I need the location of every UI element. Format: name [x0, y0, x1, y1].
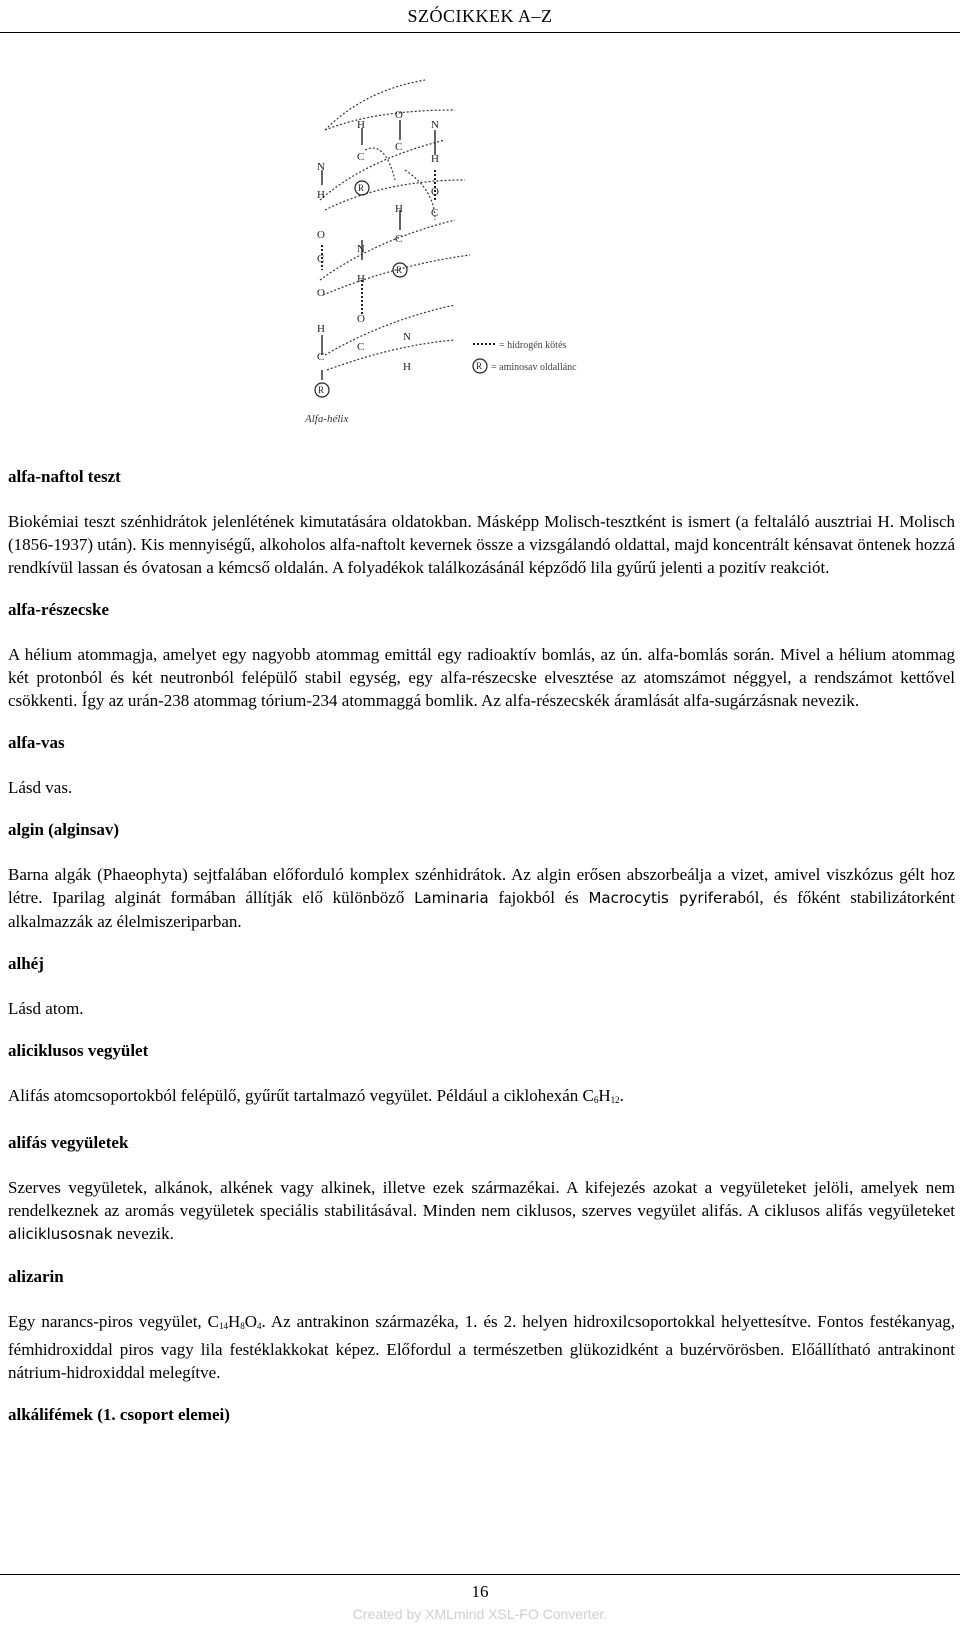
atom-r: R [318, 385, 325, 395]
entry-definition: Egy narancs-piros vegyület, $C_{14}H_8O_4$. Az antrakinon származéka, 1. és 2. helyen hidroxilcsoportokkal helyettesítve. Fontos festékanyag, fémhidroxiddal piros vagy lila festéklakkokat képez. Előfordul a természetben glükozidként a buzérvörösben. Előállítható antrakinont nátrium-hidroxiddal melegítve. [8, 1312, 955, 1382]
header-title: SZÓCIKKEK A–Z [407, 6, 553, 26]
legend-r-symbol: R [476, 361, 483, 371]
atom-o: O [431, 186, 439, 198]
entry-definition: Alifás atomcsoportokból felépülő, gyűrűt tartalmazó vegyület. Például a ciklohexán $C_6H_{12}$. [8, 1086, 624, 1105]
atom-n: N [317, 161, 325, 173]
entry-definition: Szerves vegyületek, alkánok, alkének vagy alkinek, illetve ezek származékai. A kifejezés azokat a vegyületeket jelöli, amelyek nem rendelkeznek az aromás vegyületek speciális stabilitásával. Minden nem ciklusos, szerves vegyület alifás. A ciklusos alifás vegyületeket aliciklusosnak nevezik. [8, 1178, 955, 1243]
atom-c: C [357, 151, 365, 163]
legend-hbond-label: = hidrogén kötés [499, 340, 567, 351]
atom-c: C [317, 253, 325, 265]
term-reference: aliciklusosnak [8, 1225, 113, 1243]
atom-h: H [357, 273, 365, 285]
atom-c: C [317, 351, 325, 363]
entry-definition: A hélium atommagja, amelyet egy nagyobb atommag emittál egy radioaktív bomlás, az ún. alfa-bomlás során. Mivel a hélium atommag két protonból és két neutronból felépülő stabil egység, egy alfa-részecske elvesztése az atomszámot néggyel, a rendszámot kettővel csökkenti. Így az urán-238 atommag tórium-234 atommaggá bomlik. Az alfa-részecskék áramlását alfa-sugárzásnak nevezik. [8, 645, 955, 710]
entry-definition: Biokémiai teszt szénhidrátok jelenlétének kimutatására oldatokban. Másképp Molisch-tesztként is ismert (a feltaláló ausztriai H. Molisch (1856-1937) után). Kis mennyiségű, alkoholos alfa-naftolt kevernek össze a vizsgálandó oldattal, majd koncentrált kénsavat öntenek hozzá rendkívül lassan és óvatosan a kémcső oldalán. A folyadékok találkozásánál képződő lila gyűrű jelenti a pozitív reakciót. [8, 512, 955, 577]
entry-term: alkálifémek (1. csoport elemei) [8, 1405, 230, 1424]
atom-o: O [317, 287, 325, 299]
page-number: 16 [471, 1582, 489, 1601]
header-rule [0, 32, 960, 33]
atom-o: O [395, 109, 403, 121]
entry-term: alhéj [8, 954, 44, 973]
figure-caption: Alfa-hélix [305, 413, 349, 425]
atom-c: C [395, 233, 403, 245]
entry-term: alifás vegyületek [8, 1133, 129, 1152]
atom-h: H [357, 119, 365, 131]
italic-term: Macrocytis pyrifera [588, 889, 738, 907]
italic-term: Laminaria [414, 889, 489, 907]
atom-h: H [317, 189, 325, 201]
entry-definition: Barna algák (Phaeophyta) sejtfalában előforduló komplex szénhidrátok. Az algin erősen abszorbeálja a vizet, amivel viszkózus gélt hoz létre. Iparilag alginát formában állítják elő különböző Laminaria fajokból és Macrocytis pyriferaból, és főként stabilizátorként alkalmazzák az élelmiszeriparban. [8, 865, 955, 931]
alpha-helix-figure [305, 70, 655, 450]
atom-o: O [317, 229, 325, 241]
entry-term: aliciklusos vegyület [8, 1041, 149, 1060]
atom-n: N [403, 331, 411, 343]
atom-h: H [317, 323, 325, 335]
atom-n: N [431, 119, 439, 131]
atom-h: H [395, 203, 403, 215]
entry-term: algin (alginsav) [8, 820, 119, 839]
atom-c: C [431, 207, 439, 219]
alpha-helix-diagram [305, 70, 655, 450]
entry-term: alfa-naftol teszt [8, 467, 121, 486]
atom-h: H [403, 361, 411, 373]
entry-definition: Lásd vas. [8, 778, 73, 797]
atom-h: H [431, 153, 439, 165]
atom-n: N [357, 243, 365, 255]
converter-credit: Created by XMLmind XSL-FO Converter. [352, 1606, 608, 1622]
entry-term: alfa-vas [8, 733, 65, 752]
legend-sidechain-label: = aminosav oldallánc [491, 362, 577, 373]
entry-term: alizarin [8, 1267, 64, 1286]
entry-definition: Lásd atom. [8, 999, 84, 1018]
atom-o: O [357, 313, 365, 325]
atom-r: R [396, 265, 403, 275]
atom-c: C [395, 141, 403, 153]
running-header [0, 0, 960, 36]
atom-r: R [358, 183, 365, 193]
atom-c: C [357, 341, 365, 353]
entries [8, 466, 955, 1448]
footer-rule [0, 1574, 960, 1575]
entry-term: alfa-részecske [8, 600, 110, 619]
